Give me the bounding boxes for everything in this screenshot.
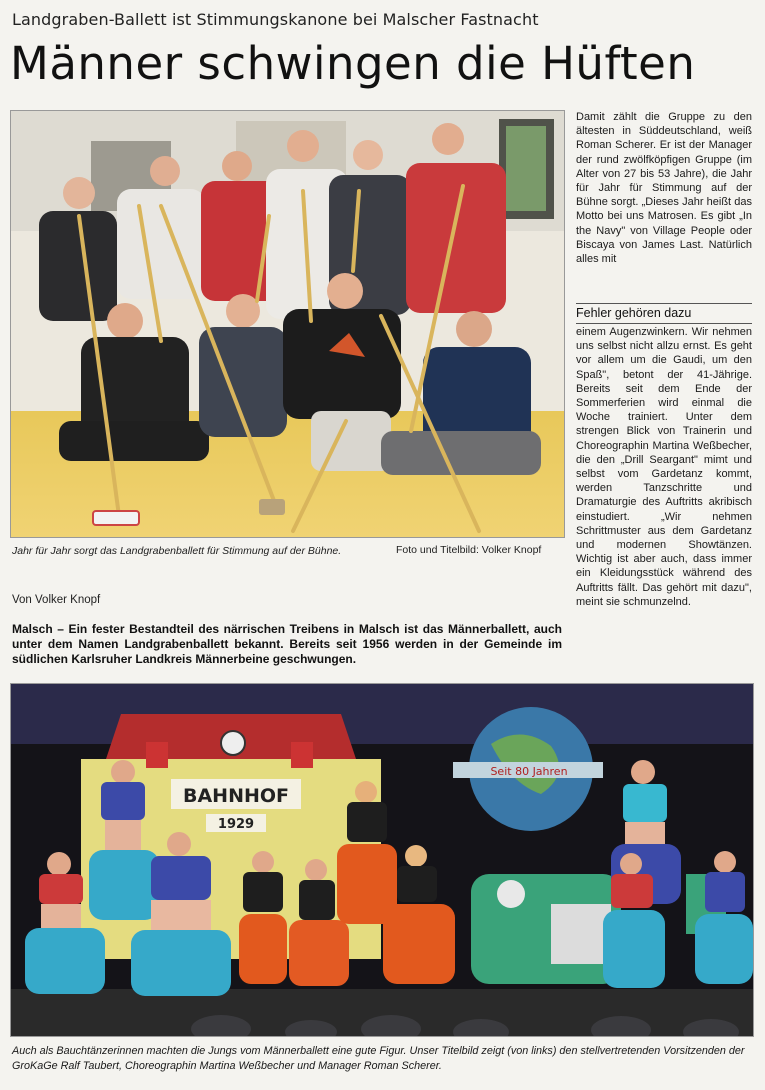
stage-photo: [10, 683, 754, 1037]
banner-sign: Seit 80 Jahren: [490, 765, 568, 778]
year-sign: 1929: [217, 817, 255, 832]
byline: Von Volker Knopf: [12, 594, 101, 606]
article-headline: Männer schwingen die Hüften: [10, 37, 696, 90]
bahnhof-sign: BAHNHOF: [182, 785, 290, 807]
photo1-caption: Jahr für Jahr sorgt das Landgrabenballett für Stimmung auf der Bühne.: [12, 545, 342, 557]
column-paragraph-1: Damit zählt die Gruppe zu den ältesten in Süddeutschland, weiß Roman Scherer. Er ist der Manager der rund zwölfköpfigen Gruppe (im Alter von 27 bis 53 Jahre), die Jahr für Jahr für Stimmung auf der Bühne sorgt. „Dieses Jahr heißt das Motto bei uns Matrosen. Es gibt „In the Navy" von Village People oder Biscaya von James Last. Natürlich alles mit: [576, 111, 752, 266]
subheading: Fehler gehören dazu: [576, 303, 752, 324]
group-photo: [10, 110, 565, 538]
column-text-top: [576, 110, 752, 266]
photo1-credit: Foto und Titelbild: Volker Knopf: [396, 544, 542, 556]
photo2-caption: Auch als Bauchtänzerinnen machten die Jungs vom Männerballett eine gute Figur. Unser Titelbild zeigt (von links) den stellvertretenden Vorsitzenden der GroKaGe Ralf Taubert, Choreographin Martina Weßbecher und Manager Roman Scherer.: [12, 1045, 745, 1072]
article-kicker: Landgraben-Ballett ist Stimmungskanone bei Malscher Fastnacht: [12, 10, 539, 29]
column-text-bottom: [576, 325, 752, 609]
article-lead: Malsch – Ein fester Bestandteil des närrischen Treibens in Malsch ist das Männerballett, auch unter dem Namen Landgrabenballett bekannt. Bereits seit 1956 werden in der Gemeinde im südlichen Karlsruher Landkreis Männerbeine geschwungen.: [12, 622, 562, 666]
column-paragraph-2: einem Augenzwinkern. Wir nehmen uns selbst nicht allzu ernst. Es geht vor allem um die Gaudi, um den Spaß", betont der 41-Jährige. Bereits seit dem Ende der Sommerferien wird einmal die Woche trainiert. Unter dem strengen Blick von Trainerin und Choreographin Martina Weßbecher, die den „Drill Seargant" mimt und selbst vom Gardetanz kommt, werden Tanzschritte und Dramaturgie des Auftritts akribisch einstudiert. „Wir nehmen Schrittmuster aus dem Gardetanz und modernen Showtänzen. Wichtig ist aber auch, dass immer ein Kleidungsstück während des Auftritts fällt. Das gehört mit dazu", meint sie schmunzelnd.: [576, 326, 752, 608]
